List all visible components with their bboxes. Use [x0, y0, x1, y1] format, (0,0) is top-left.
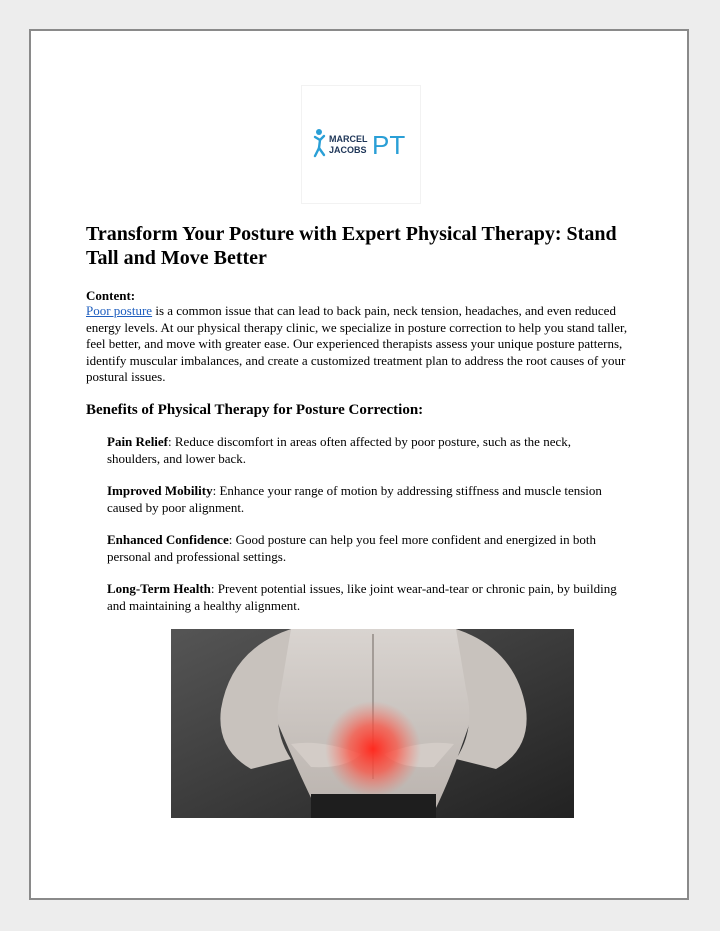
document-page [29, 29, 689, 900]
benefit-pain-relief [107, 434, 627, 467]
benefit-label: Enhanced Confidence [107, 532, 229, 547]
intro-text: is a common issue that can lead to back pain, neck tension, headaches, and even reduced energy levels. At our physical therapy clinic, we specialize in posture correction to help you stand taller, feel better, and move with greater ease. Our experienced therapists assess your unique posture patterns, identify muscular imbalances, and create a customized treatment plan to address the root causes of your postural issues. [86, 303, 628, 384]
benefit-long-term-health [107, 581, 627, 614]
back-pain-photo [171, 629, 574, 818]
poor-posture-link[interactable]: Poor posture [86, 303, 153, 318]
benefit-text: : Good posture can help you feel more confident and energized in both personal and professional settings. [107, 532, 596, 564]
benefit-improved-mobility [107, 483, 627, 516]
logo [301, 85, 421, 204]
benefit-text: : Reduce discomfort in areas often affected by poor posture, such as the neck, shoulders, and lower back. [107, 434, 571, 466]
benefit-text: : Prevent potential issues, like joint wear-and-tear or chronic pain, by building and maintaining a healthy alignment. [107, 581, 617, 613]
benefit-text: : Enhance your range of motion by addressing stiffness and muscle tension caused by poor alignment. [107, 483, 602, 515]
benefit-label: Long-Term Health [107, 581, 211, 596]
logo-line1: MARCEL [329, 134, 368, 144]
logo-mark: PT [372, 130, 406, 160]
benefit-label: Pain Relief [107, 434, 169, 449]
back-pain-illustration [171, 629, 574, 818]
figure-logo-icon [312, 126, 412, 162]
content-label: Content: [86, 288, 136, 303]
benefit-enhanced-confidence [107, 532, 627, 565]
logo-line2: JACOBS [329, 145, 367, 155]
benefits-heading: Benefits of Physical Therapy for Posture Correction: [86, 402, 424, 418]
benefit-label: Improved Mobility [107, 483, 213, 498]
page-title: Transform Your Posture with Expert Physical Therapy: Stand Tall and Move Better [86, 223, 617, 269]
intro-paragraph [86, 303, 646, 386]
